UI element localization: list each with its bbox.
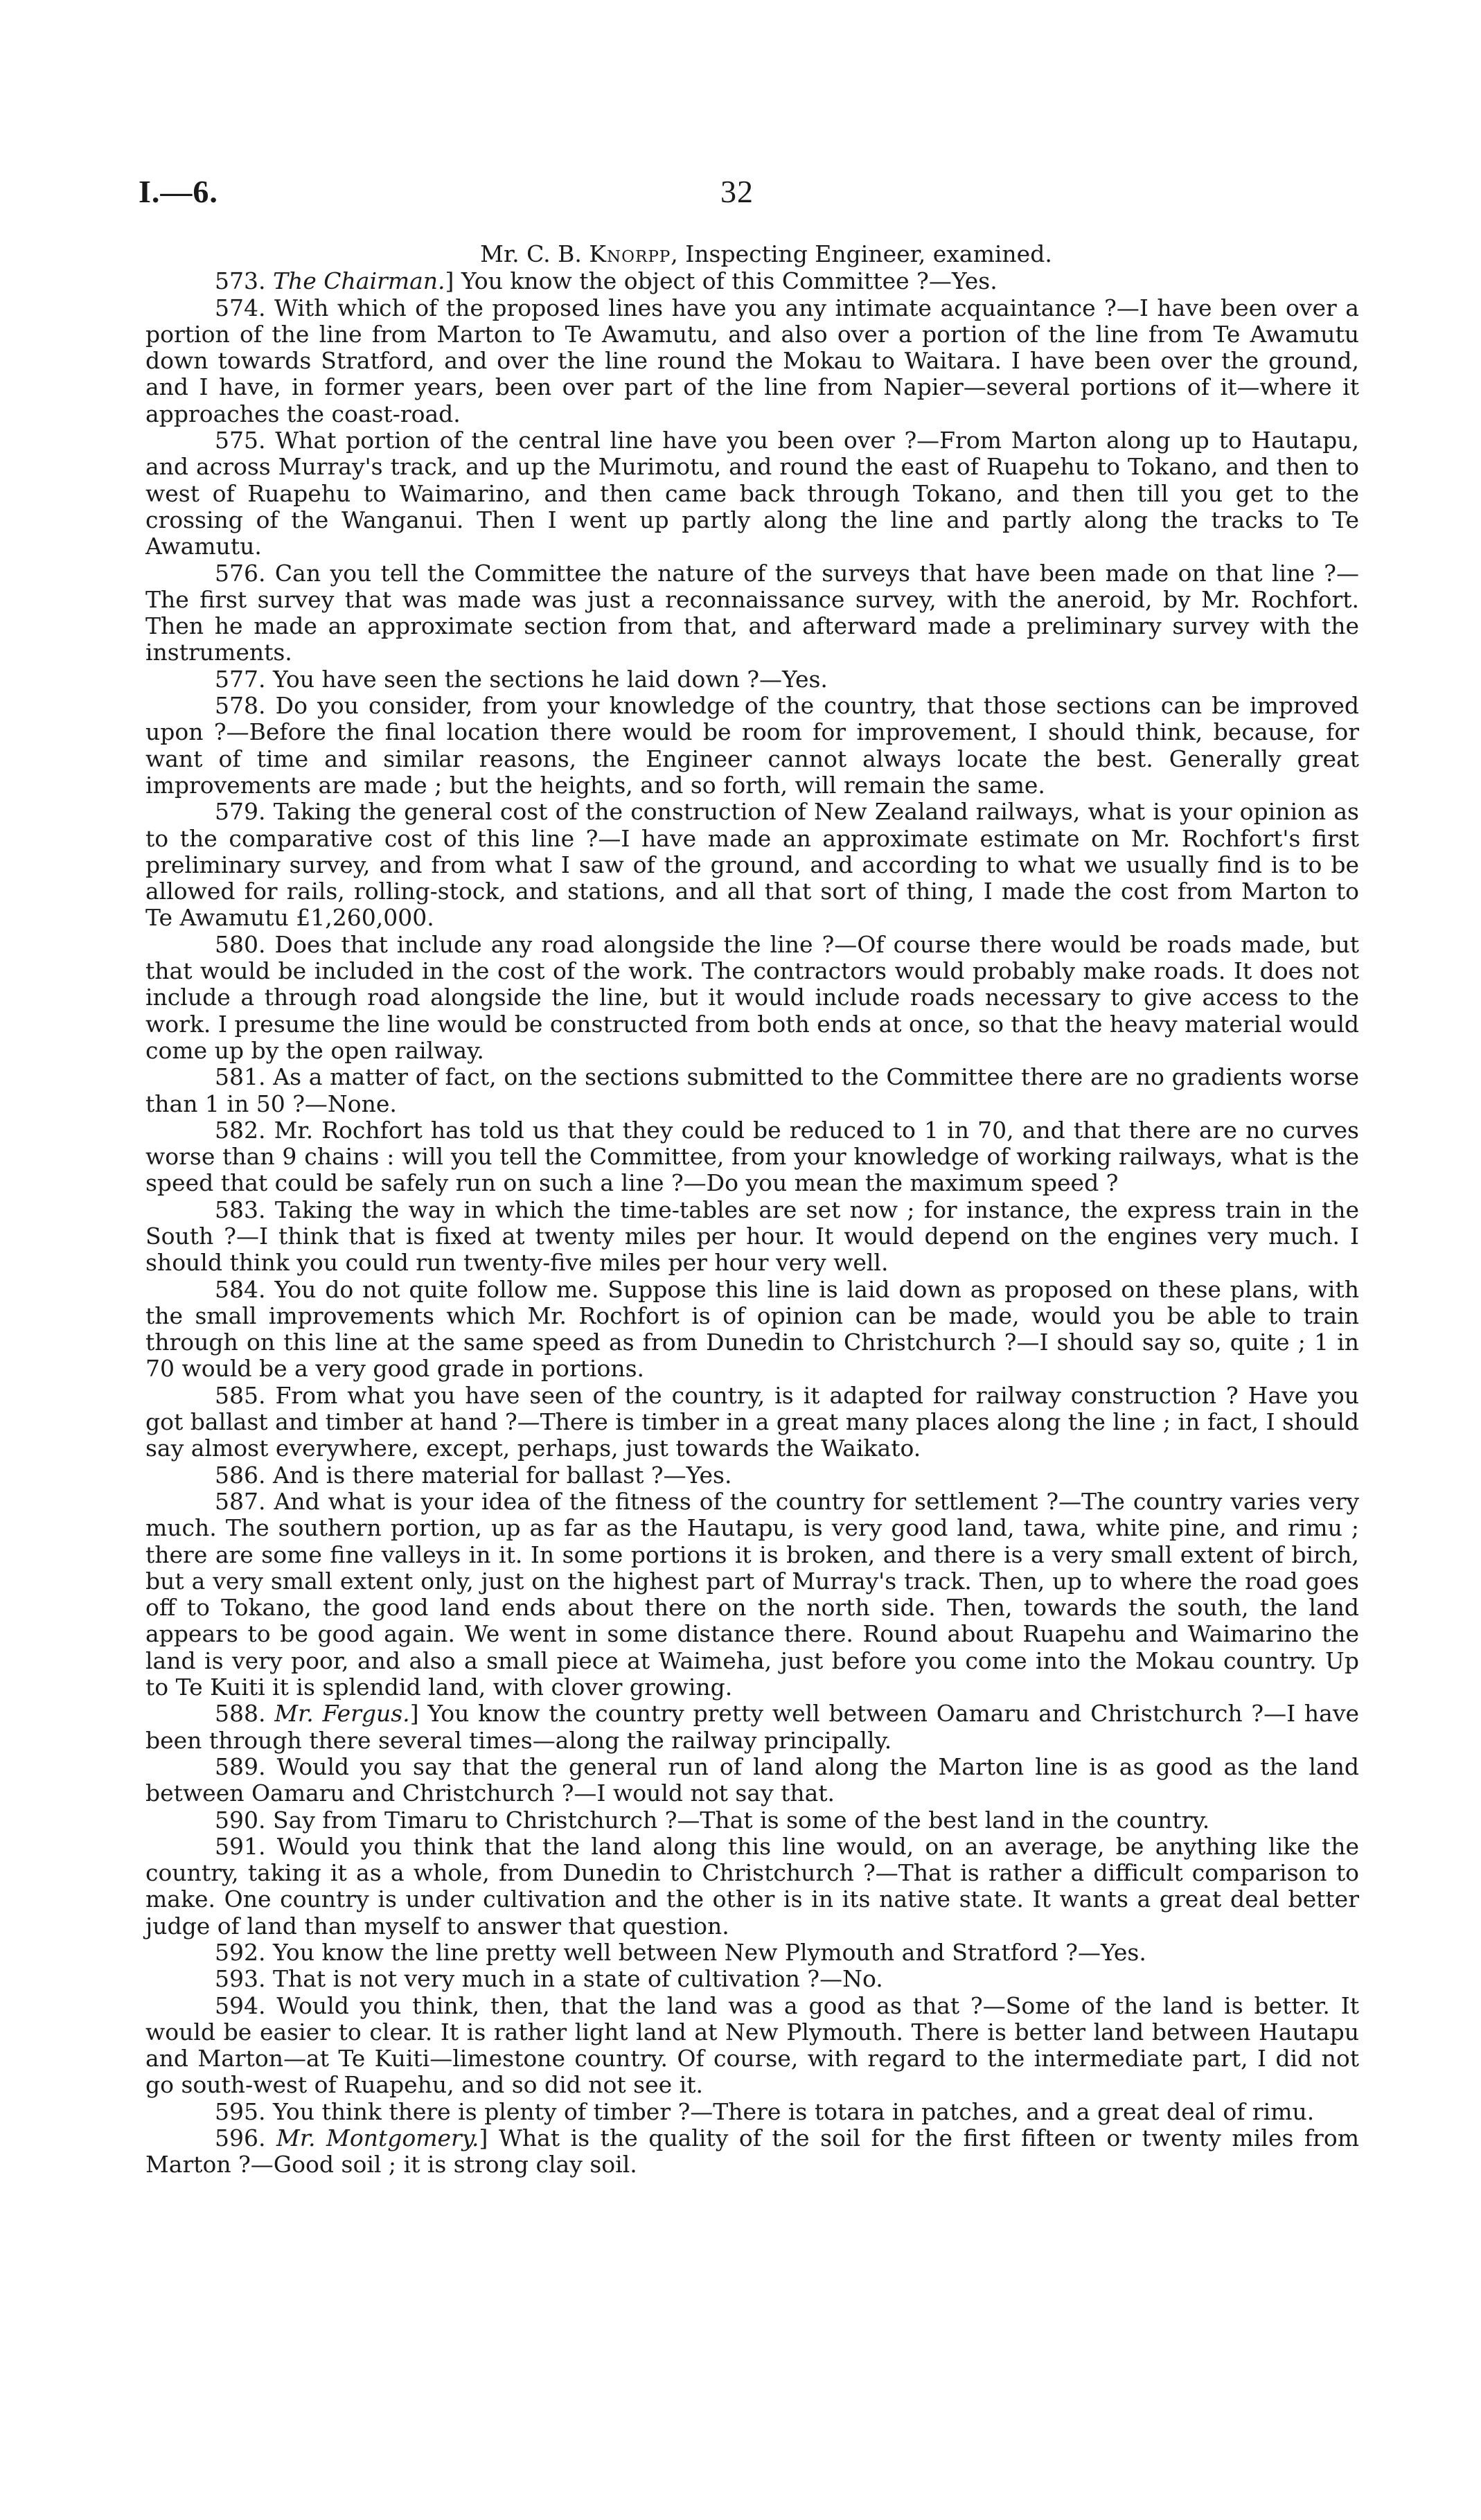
question-answer-paragraph — [145, 427, 1359, 560]
question-number: 589. — [215, 1753, 266, 1780]
question-number: 581. — [215, 1063, 266, 1091]
question-number: 588. — [215, 1700, 266, 1728]
question-answer-paragraph — [145, 1940, 1359, 1966]
testimony-text: Mr. Rochfort has told us that they could be reduced to 1 in 70, and that there are no curves worse than 9 chains : will you tell the Committee, from your knowledge of working railways, what is the speed that could be safely run on such a line ?—Do you mean the maximum speed ? — [145, 1116, 1359, 1197]
question-number: 578. — [215, 692, 266, 720]
question-number: 592. — [215, 1939, 266, 1966]
testimony-text: With which of the proposed lines have you any intimate acquaintance ?—I have been over a portion of the line from Marton to Te Awamutu, and also over a portion of the line from Te Awamutu down towards Stratford, and over the line round the Mokau to Waitara. I have been over the ground, and I have, in former years, been over part of the line from Napier—several portions of it—where it approaches the coast-road. — [145, 294, 1359, 427]
question-answer-paragraph — [145, 1277, 1359, 1383]
question-answer-paragraph — [145, 295, 1359, 427]
testimony-text: And what is your idea of the fitness of the country for settlement ?—The country varies very much. The southern portion, up as far as the Hautapu, is very good land, tawa, white pine, and rimu ; there are some fine valleys in it. In some portions it is broken, and there is a very small extent of birch, but a very small extent only, just on the highest part of Murray's track. Then, up to where the road goes off to Tokano, the good land ends about there on the north side. Then, towards the south, the land appears to be good again. We went in some distance there. Round about Ruapehu and Waimarino the land is very poor, and also a small piece at Waimeha, just before you come into the Mokau country. Up to Te Kuiti it is splendid land, with clover growing. — [145, 1487, 1359, 1701]
question-answer-paragraph — [145, 1993, 1359, 2099]
testimony-list — [145, 268, 1359, 2178]
testimony-text: ] You know the object of this Committee ?—Yes. — [445, 267, 997, 295]
question-number: 594. — [215, 1991, 266, 2019]
testimony-text: From what you have seen of the country, is it adapted for railway construction ? Have you got ballast and timber at hand ?—There is timber in a great many places along the line ; in fact, I should say almost everywhere, except, perhaps, just towards the Waikato. — [145, 1381, 1359, 1462]
question-number: 593. — [215, 1965, 266, 1993]
testimony-text: What portion of the central line have you been over ?—From Marton along up to Hautapu, and across Murray's track, and up the Murimotu, and round the east of Ruapehu to Tokano, and then to west of Ruapehu to Waimarino, and then came back through Tokano, and then till you get to the crossing of the Wanganui. Then I went up partly along the line and partly along the tracks to Te Awamutu. — [145, 427, 1359, 560]
question-number: 585. — [215, 1381, 266, 1409]
question-answer-paragraph — [145, 1489, 1359, 1701]
testimony-text: Can you tell the Committee the nature of the surveys that have been made on that line ?—The first survey that was made was just a reconnaissance survey, with the aneroid, by Mr. Rochfort. Then he made an approximate section from that, and afterward made a preliminary survey with the instruments. — [145, 559, 1359, 666]
testimony-text: ] You know the country pretty well between Oamaru and Christchurch ?—I have been through there several times—along the railway principally. — [145, 1700, 1359, 1754]
testimony-text: Taking the way in which the time-tables are set now ; for instance, the express train in the South ?—I think that is fixed at twenty miles per hour. It would depend on the engines very much. I should think you could run twenty-five miles per hour very well. — [145, 1196, 1359, 1277]
question-number: 576. — [215, 559, 266, 587]
question-answer-paragraph — [145, 268, 1359, 294]
question-answer-paragraph — [145, 693, 1359, 799]
paper-reference: I.—6. — [139, 174, 218, 209]
question-answer-paragraph — [145, 1383, 1359, 1462]
witness-name: Knorpp — [589, 240, 671, 267]
question-answer-paragraph — [145, 1834, 1359, 1940]
question-number: 584. — [215, 1275, 266, 1303]
question-number: 577. — [215, 665, 266, 693]
page-header — [139, 173, 1358, 215]
witness-heading — [145, 241, 1359, 267]
question-number: 573. — [215, 267, 266, 295]
question-answer-paragraph — [145, 932, 1359, 1064]
question-answer-paragraph — [145, 560, 1359, 666]
question-number: 575. — [215, 427, 266, 454]
question-answer-paragraph — [145, 666, 1359, 693]
question-number: 587. — [215, 1487, 266, 1515]
testimony-text: Does that include any road alongside the line ?—Of course there would be roads made, but that would be included in the cost of the work. The contractors would probably make roads. It does not include a through road alongside the line, but it would include roads necessary to give access to the work. I presume the line would be constructed from both ends at once, so that the heavy material would come up by the open railway. — [145, 930, 1359, 1064]
question-answer-paragraph — [145, 1197, 1359, 1277]
question-answer-paragraph — [145, 2099, 1359, 2125]
testimony-text: ] What is the quality of the soil for the first fifteen or twenty miles from Marton ?—Good soil ; it is strong clay soil. — [145, 2124, 1359, 2179]
question-number: 595. — [215, 2097, 266, 2125]
heading-suffix: , Inspecting Engineer, examined. — [671, 240, 1052, 267]
testimony-text: Say from Timaru to Christchurch ?—That is some of the best land in the country. — [272, 1806, 1210, 1834]
heading-prefix: Mr. C. B. — [480, 240, 589, 267]
question-answer-paragraph — [145, 1966, 1359, 1992]
testimony-text: And is there material for ballast ?—Yes. — [272, 1461, 732, 1489]
testimony-text: Would you say that the general run of land along the Marton line is as good as the land between Oamaru and Christchurch ?—I would not say that. — [145, 1753, 1359, 1807]
document-body — [145, 241, 1359, 2179]
speaker-name: Mr. Montgomery. — [276, 2124, 479, 2152]
testimony-text: As a matter of fact, on the sections submitted to the Committee there are no gradients worse than 1 in 50 ?—None. — [145, 1063, 1359, 1117]
testimony-text: That is not very much in a state of cultivation ?—No. — [272, 1965, 883, 1993]
testimony-text: You have seen the sections he laid down ?—Yes. — [272, 665, 828, 693]
question-number: 579. — [215, 798, 266, 826]
question-number: 574. — [215, 294, 266, 321]
question-answer-paragraph — [145, 2125, 1359, 2179]
question-answer-paragraph — [145, 1064, 1359, 1117]
question-answer-paragraph — [145, 1462, 1359, 1489]
question-number: 596. — [215, 2124, 266, 2152]
speaker-name: Mr. Fergus. — [274, 1700, 410, 1728]
testimony-text: You know the line pretty well between New Plymouth and Stratford ?—Yes. — [272, 1939, 1146, 1966]
testimony-text: You think there is plenty of timber ?—There is totara in patches, and a great deal of rimu. — [272, 2097, 1315, 2125]
question-answer-paragraph — [145, 1807, 1359, 1834]
testimony-text: Would you think, then, that the land was a good as that ?—Some of the land is better. It would be easier to clear. It is rather light land at New Plymouth. There is better land between Hautapu and Marton—at Te Kuiti—limestone country. Of course, with regard to the intermediate part, I did not go south-west of Ruapehu, and so did not see it. — [145, 1991, 1359, 2099]
testimony-text: You do not quite follow me. Suppose this line is laid down as proposed on these plans, with the small improvements which Mr. Rochfort is of opinion can be made, would you be able to train through on this line at the same speed as from Dunedin to Christchurch ?—I should say so, quite ; 1 in 70 would be a very good grade in portions. — [145, 1275, 1359, 1383]
speaker-name: The Chairman. — [272, 267, 445, 295]
testimony-text: Do you consider, from your knowledge of the country, that those sections can be improved upon ?—Before the final location there would be room for improvement, I should think, because, for want of time and similar reasons, the Engineer cannot always locate the best. Generally great improvements are made ; but the heights, and so forth, will remain the same. — [145, 692, 1359, 799]
page-number: 32 — [720, 174, 754, 209]
question-number: 591. — [215, 1832, 266, 1860]
question-answer-paragraph — [145, 1701, 1359, 1754]
question-answer-paragraph — [145, 799, 1359, 931]
question-answer-paragraph — [145, 1754, 1359, 1807]
question-number: 580. — [215, 930, 266, 958]
question-answer-paragraph — [145, 1117, 1359, 1197]
testimony-text: Would you think that the land along this line would, on an average, be anything like the country, taking it as a whole, from Dunedin to Christchurch ?—That is rather a difficult comparison to make. One country is under cultivation and the other is in its native state. It wants a great deal better judge of land than myself to answer that question. — [145, 1832, 1359, 1940]
question-number: 582. — [215, 1116, 266, 1144]
testimony-text: Taking the general cost of the construction of New Zealand railways, what is your opinion as to the comparative cost of this line ?—I have made an approximate estimate on Mr. Rochfort's first preliminary survey, and from what I saw of the ground, and according to what we usually find is to be allowed for rails, rolling-stock, and stations, and all that sort of thing, I made the cost from Marton to Te Awamutu £1,260,000. — [145, 798, 1359, 932]
question-number: 586. — [215, 1461, 266, 1489]
question-number: 590. — [215, 1806, 266, 1834]
question-number: 583. — [215, 1196, 266, 1223]
